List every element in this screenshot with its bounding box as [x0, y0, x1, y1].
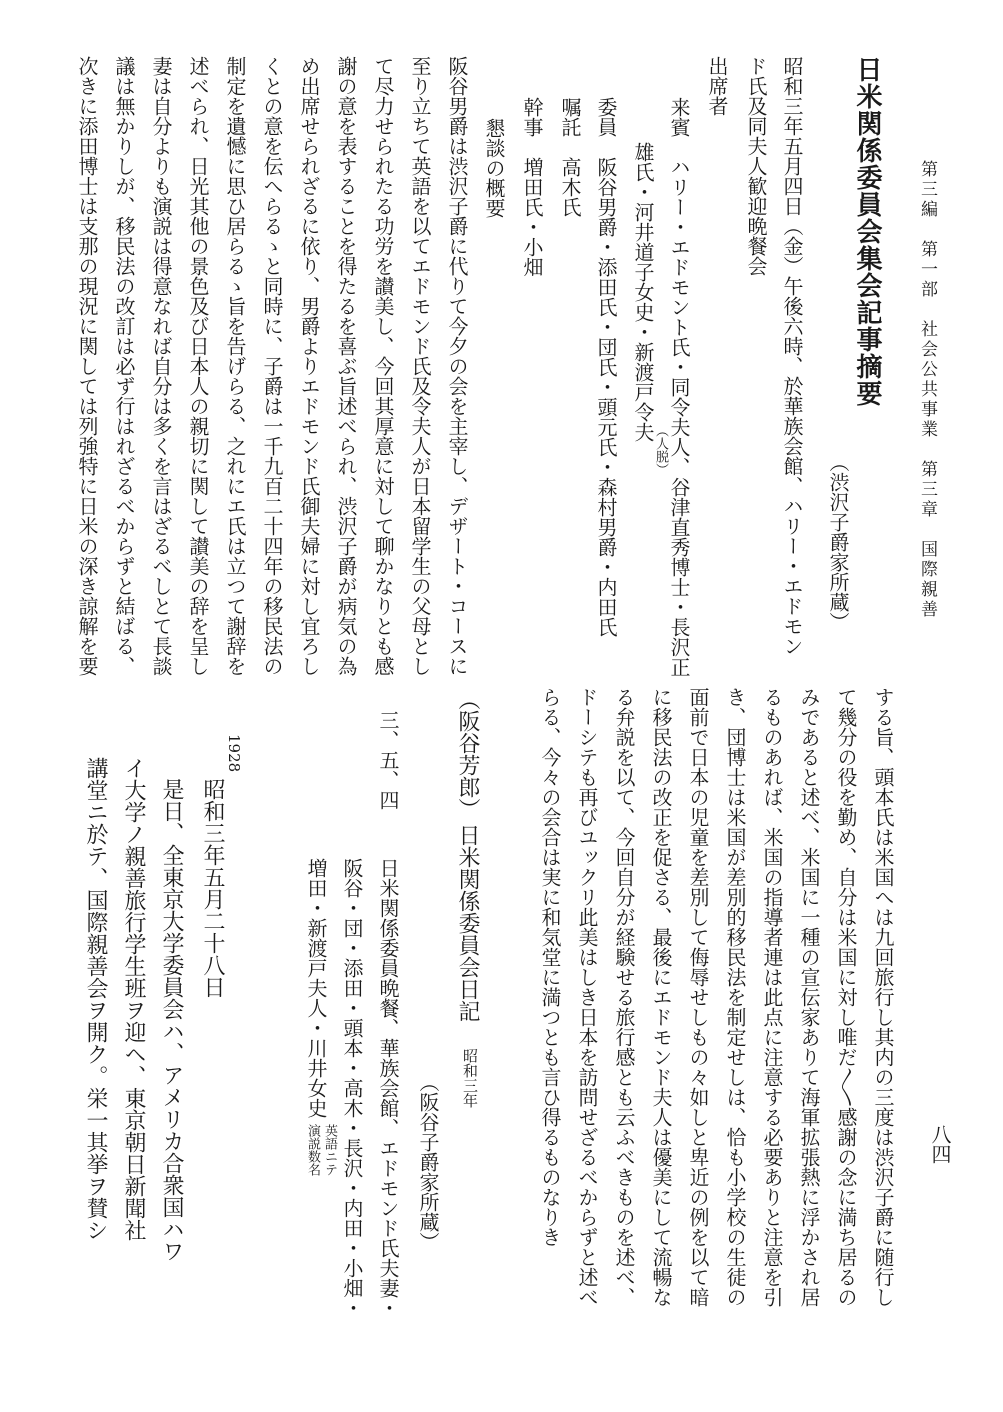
continuation-line-2: て幾分の役を勤め、自分は米国に対し唯だ〳〵感謝の念に満ち居るの [834, 687, 858, 1307]
entry-note-1: 英語ニテ [322, 1124, 337, 1176]
body-line-2: 至り立ちて英語を以てエドモンド氏及令夫人が日本留学生の父母とし [408, 56, 432, 676]
date-line-1: 昭和三年五月四日（金）午後六時、於華族会館、ハリー・エドモン [780, 56, 804, 656]
diary-source: （阪谷子爵家所蔵） [416, 1072, 440, 1252]
continuation-line-6: 面前で日本の児童を差別して侮辱せしもの々如しと卑近の例を以て暗 [686, 687, 710, 1307]
running-header: 第三編 第一部 社会公共事業 第三章 国際親善 [917, 160, 937, 620]
guests-note: （人脱） [653, 424, 668, 476]
body-line-11: 次きに添田博士は支那の現況に関しては列強特に日米の深き諒解を要 [75, 56, 99, 676]
date-heading: 昭和三年五月二十八日 [200, 778, 225, 998]
diary-title: 日米関係委員会日記 [455, 824, 480, 1022]
date-line-2: ド氏及同夫人歓迎晩餐会 [744, 56, 768, 276]
continuation-line-9: ドーシテも再びユックリ此美はしき日本を訪問せざるべからずと述べ [575, 687, 599, 1307]
secretary-line: 幹事 増田氏・小畑 [520, 97, 544, 277]
body-line-7: 制定を遺憾に思ひ居らるゝ旨を告げらる、之れにエ氏は立つて謝辞を [223, 56, 247, 676]
guests-line-2: 雄氏・河井道子女史・新渡戸令夫 [631, 142, 655, 442]
entry-line-2: 阪谷・団・添田・頭本・高木・長沢・内田・小畑・ [340, 858, 364, 1318]
entry-line-1: 日米関係委員晩餐、華族会館、エドモンド氏夫妻・ [376, 858, 400, 1318]
continuation-line-5: き、団博士は米国が差別的移民法を制定せしは、恰も小学校の生徒の [723, 687, 747, 1307]
diary-year: 昭和三年 [461, 1048, 479, 1108]
continuation-line-3: みであると述べ、米国に一種の宣伝家ありて海軍拡張熱に浮かされ居 [797, 687, 821, 1307]
source-note: （渋沢子爵家所蔵） [826, 452, 850, 632]
continuation-line-10: らる、今々の会合は実に和気堂に満つとも言ひ得るものなりき [538, 687, 562, 1247]
summary-label: 懇談の概要 [482, 118, 506, 218]
continuation-line-4: るものあれば、米国の指導者連は此点に注意する必要ありと注意を引 [760, 687, 784, 1307]
article-title: 日米関係委員会集会記事摘要 [852, 56, 882, 407]
body-line-1: 阪谷男爵は渋沢子爵に代りて今夕の会を主宰し、デザート・コースに [445, 56, 469, 676]
body-line-4: 謝の意を表することを得たるを喜ぶ旨述べられ、渋沢子爵が病気の為 [334, 56, 358, 676]
attendees-label: 出席者 [705, 56, 729, 116]
closing-line-2: イ大学ノ親善旅行学生班ヲ迎ヘ、東京朝日新聞社 [121, 757, 146, 1241]
page-number: 八四 [928, 1124, 952, 1164]
commission-line: 嘱託 高木氏 [558, 97, 582, 217]
entry-note-2: 演説数名 [305, 1124, 320, 1176]
body-line-10: 議は無かりしが、移民法の改訂は必ず行はれざるべからずと結ばる、 [112, 56, 136, 676]
year-label: 1928 [225, 734, 243, 773]
body-line-9: 妻は自分よりも演説は得意なれば自分は多くを言はざるべしとて長談 [149, 56, 173, 676]
body-line-8: 述べられ、日光其他の景色及び日本人の親切に関して讃美の辞を呈し [186, 56, 210, 676]
guests-line-1: 来賓 ハリー・エドモント氏・同令夫人、谷津直秀博士・長沢正 [667, 97, 691, 677]
members-line: 委員 阪谷男爵・添田氏・団氏・頭元氏・森村男爵・内田氏 [594, 97, 618, 637]
continuation-line-7: に移民法の改正を促さる、最後にエドモンド夫人は優美にして流暢な [649, 687, 673, 1307]
body-line-6: くとの意を伝へらるゝと同時に、子爵は一千九百二十四年の移民法の [260, 56, 284, 676]
closing-line-1: 是日、全東京大学委員会ハ、アメリカ合衆国ハワ [159, 778, 184, 1262]
continuation-line-1: する旨、頭本氏は米国へは九回旅行し其内の三度は渋沢子爵に随行し [871, 687, 895, 1307]
continuation-line-8: る弁説を以て、今回自分が経験せる旅行感とも云ふべきものを述べ、 [612, 687, 636, 1307]
body-line-3: て尽力せられたる功労を讃美し、今回其厚意に対して聊かなりとも感 [371, 56, 395, 676]
body-line-5: め出席せられざるに依り、男爵よりエドモンド氏御夫婦に対し宜ろし [297, 56, 321, 676]
entry-date: 三、五、四 [376, 710, 400, 810]
entry-line-3: 増田・新渡戸夫人・川井女史 [304, 858, 328, 1118]
author-note: （阪谷芳郎） [455, 688, 480, 820]
closing-line-3: 講堂ニ於テ、国際親善会ヲ開ク。栄一其挙ヲ賛シ [83, 757, 108, 1241]
